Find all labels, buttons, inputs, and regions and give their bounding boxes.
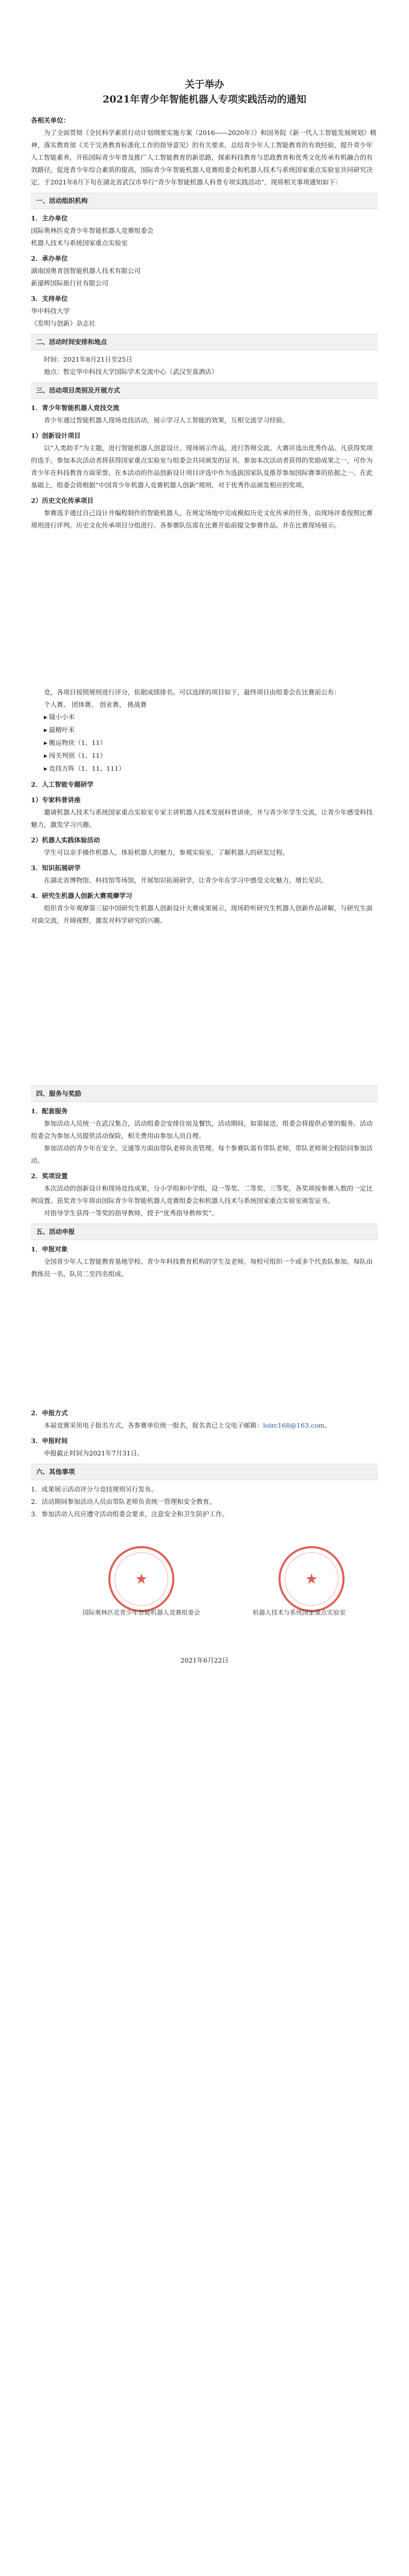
s4-1-text-2: 参加活动的青少年在安全、交通等方面由带队老师负责管理。每个参赛队需有带队老师，带队老师须全程陪同参加活动。 — [31, 1144, 373, 1164]
organizer-2: 新濠辉国际旅行社有限公司 — [31, 279, 109, 287]
section-5-title: 五、活动申报 — [31, 1224, 378, 1240]
s5-2-text — [31, 1419, 378, 1432]
signer-right: 机器人技术与系统国家重点实验室 — [253, 1609, 346, 1616]
host-1: 国际奥林匹克青少年智能机器人竞赛组委会 — [31, 227, 154, 234]
other-item: 1．成果展示活动评分与竞技规则另行发布。 — [31, 1485, 158, 1493]
s4-2-text: 本次活动的创新设计和现场竞技成果，分小学组和中学组，设一等奖、二等奖、三等奖，各奖项按参赛人数的一定比例设置。获奖青少年将由国际青少年智能机器人竞赛组委会和机器人技术与系统国家重点实验室颁发证书。 — [31, 1184, 373, 1205]
host-label: 1．主办单位 — [31, 214, 68, 222]
s3-1-label: 1．青少年智能机器人竞技交流 — [31, 404, 120, 412]
star-icon: ★ — [305, 1570, 318, 1587]
email-link[interactable]: loirc168@163.com — [263, 1421, 325, 1429]
notice-document — [31, 77, 378, 1667]
seal-ring — [285, 1552, 338, 1606]
s3-2-2-text: 学生可以亲手操作机器人，体验机器人的魅力，参观实验室，了解机器人的研发过程。 — [44, 849, 289, 856]
signature-block — [31, 1536, 378, 1649]
project-item: ▶ 最精叶米 — [31, 724, 378, 737]
intro-paragraph: 为了全面贯彻《全民科学素质行动计划纲要实施方案（2016——2020年）》和国务院《新一代人工智能发展规划》精神，落实教育部《关于完善教育标准化工作的指导意见》的有关要求，总结青少年人工智能教育的有效经验，提升青少年人工智能素养，开拓国际青少年普及推广人工智能教育的新思路，探索科技教育与思政教育和优秀文化传承有机融合的有效路径，促进青少年综合素质的提高，国际青少年智能机器人竞赛组委会和机器人技术与系统国家重点实验室共同研究决定，于2021年8月下旬在湖北省武汉市举行“青少年智能机器人科普专项实践活动”，现将相关事项通知如下： — [31, 129, 377, 186]
event-time: 时间：2021年8月21日至25日 — [44, 355, 133, 363]
project-item: ▶ 镜小小米 — [31, 711, 378, 724]
s4-2-label: 2．奖项设置 — [31, 1172, 68, 1180]
s3-1-2-text: 参赛选手通过自己设计并编程制作的智能机器人，在规定场地中完成模拟历史文化传承的任务，由现场评委按照比赛规则进行评判。历史文化传承项目分组进行。各参赛队伍需在比赛开始前提交参赛作品，并在比赛现场展示。 — [31, 509, 373, 529]
s5-3-text: 申报截止时间为2021年7月31日。 — [44, 1449, 144, 1457]
section-3-title: 三、活动项目类别及开展方式 — [31, 382, 378, 399]
host-2: 机器人技术与系统国家重点实验室 — [31, 239, 128, 247]
s5-2-text-b: 。 — [324, 1421, 331, 1429]
blank-gap — [31, 532, 378, 686]
seal-ring — [114, 1552, 168, 1606]
organizer-1: 湖南国奥青创智能机器人技术有限公司 — [31, 267, 141, 275]
seal-stamp-left — [108, 1546, 174, 1612]
s3-3-label: 3．知识拓展研学 — [31, 864, 81, 872]
salutation: 各相关单位： — [31, 116, 70, 124]
s3-3-text: 在湖北省博物馆、科技馆等场馆，开展知识拓展研学，让青少年在学习中感受文化魅力，增长见识。 — [44, 876, 328, 884]
project-list — [31, 711, 378, 775]
s4-1-text: 参加活动人员统一在武汉集合，活动组委会安排住宿及餐饮，活动期间，如需接送，组委会将提供必要的服务。活动组委会为参加人员提供活动保险，相关费用由参加人员自理。 — [31, 1120, 373, 1140]
seal-stamp-right — [279, 1546, 345, 1612]
group-list: 个人赛、 团体赛、 创业赛、 挑战赛 — [44, 701, 147, 708]
s5-1-label: 1．申报对象 — [31, 1245, 68, 1253]
s5-2-text-a: 本届竞赛采用电子报名方式，各参赛单位统一报名，报名表已上交电子邮箱： — [44, 1421, 264, 1429]
supporter-label: 3．支持单位 — [31, 295, 68, 302]
title-line-2: 2021年青少年智能机器人专项实践活动的通知 — [103, 94, 306, 105]
blank-gap — [31, 1280, 378, 1404]
s4-1-label: 1．配套服务 — [31, 1107, 68, 1115]
section-2-title: 二、活动时间安排和地点 — [31, 334, 378, 350]
group-item: 创业赛 — [100, 701, 119, 708]
section-1-title: 一、活动组织机构 — [31, 193, 378, 209]
other-item: 3．参加活动人员应遵守活动组委会要求，注意安全和卫生防护工作。 — [31, 1510, 228, 1518]
s3-1-1-text: 以“人类助手”为主题，进行智能机器人创意设计。现场展示作品，进行答辩交流。大赛评选出优秀作品。凡获得奖项的选手，参加本次活动者将获得国家重点实验室与组委会共同颁发的证书。参加本次活动者获得的奖励成果之一，可作为青少年在科技教育方面荣誉。在本活动的作品创新设计项目评选中作为选拔国家队及推荐参加国际赛事的依据之一。在此基础上，组委会将根据“中国青少年机器人竞赛机器人创新”规则，对于优秀作品颁发相应的奖项。 — [31, 444, 373, 489]
s5-1-text: 全国青少年人工智能教育基地学校、青少年科技教育机构的学生及老师，每校可组织一个或多个代表队参加。每队由教练员一名，队员二至四名组成。 — [31, 1258, 373, 1278]
group-item: 挑战赛 — [127, 701, 147, 708]
project-item: ▶ 闯关判别（1、11） — [31, 750, 378, 762]
supporter-2: 《发明与创新》杂志社 — [31, 319, 96, 327]
s5-2-label: 2．申报方式 — [31, 1409, 68, 1417]
s4-2-text-2: 对指导学生获得一等奖的指导教师，授予“优秀指导教师奖”。 — [44, 1209, 218, 1217]
s3-4-text: 组织青少年观摩第三届中国研究生机器人创新设计大赛成果展示，现场聆听研究生机器人创新作品讲解，与研究生面对面交流，开阔视野，激发对科学研究的兴趣。 — [31, 904, 373, 924]
group-item: 团体赛 — [72, 701, 91, 708]
s3-continued-text: 竞，各项目按照规则进行评分，依据成绩排名。可以选择的项目如下，最终项目由组委会在比赛前公布： — [44, 688, 341, 696]
organizer-label: 2．承办单位 — [31, 255, 68, 262]
supporter-1: 华中科技大学 — [31, 307, 70, 315]
s3-2-2-label: 2）机器人实践体验活动 — [31, 836, 100, 844]
title-line-1: 关于举办 — [185, 79, 224, 90]
signer-left: 国际奥林匹克青少年智能机器人竞赛组委会 — [83, 1609, 201, 1616]
star-icon: ★ — [135, 1570, 148, 1587]
other-item: 2．活动期间参加活动人员由带队老师负责统一管理和安全教育。 — [31, 1498, 216, 1505]
project-item: ▶ 竞技方阵（1、11、111） — [31, 762, 378, 775]
s3-1-text: 青少年通过智能机器人现场竞技活动，展示学习人工智能的效果，互相交流学习经验。 — [44, 416, 289, 424]
s3-1-2-label: 2）历史文化传承项目 — [31, 497, 94, 504]
issue-date: 2021年6月22日 — [180, 1656, 229, 1664]
section-4-title: 四、服务与奖励 — [31, 1086, 378, 1102]
blank-gap — [31, 927, 378, 1081]
s3-2-1-label: 1）专家科普讲座 — [31, 796, 81, 804]
project-item: ▶ 搬运物块（1、11） — [31, 737, 378, 750]
section-6-title: 六、其他事项 — [31, 1464, 378, 1480]
s3-2-label: 2．人工智能专题研学 — [31, 781, 94, 788]
s3-1-1-label: 1）创新设计项目 — [31, 432, 81, 439]
group-item: 个人赛 — [44, 701, 63, 708]
s5-3-label: 3．申报时间 — [31, 1437, 68, 1445]
s3-2-1-text: 邀请机器人技术与系统国家重点实验室专家主讲机器人技术发展科普讲座，并与青少年学生交流，让青少年感受科技魅力，激发学习兴趣。 — [31, 808, 373, 828]
event-place: 地点：暂定华中科技大学国际学术交流中心（武汉至喜酒店） — [44, 368, 218, 376]
s3-4-label: 4．研究生机器人创新大赛观摩学习 — [31, 892, 133, 900]
